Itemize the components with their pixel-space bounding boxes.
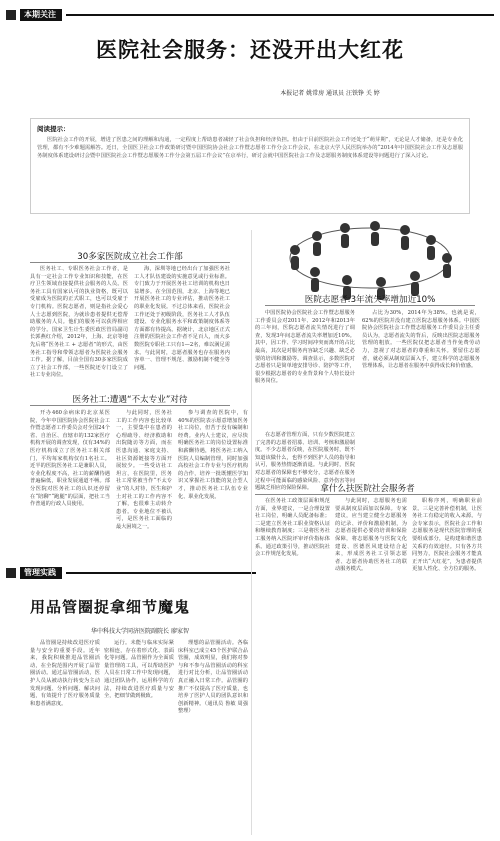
section3-col1 [255, 310, 355, 430]
bottom-col1-text: 品管圈是持续改进医疗质量与安全的重要手段。近年来，我院积极推进品管圈活动，在全院范围内开展了品管圈活动。通过品管圈活动，医护人员从被动执行转变为主动发现问题、分析问题、解决问题，有效提升了医疗服务质量和患者满意度。 [30, 640, 100, 707]
section3-heading: 医院志愿者:3年流失率增加近10% [304, 295, 436, 305]
bottom-col3-text: 理想的品管圈活动。各临床科室已成立45个医护联合品管圈，成效明显，我们将对参与和不参与品管圈活动的科室进行对比分析，让品管圈活动真正融入日常工作。品管圈的推广不仅提高了医疗质量，也培养了医护人员的团队意识和创新精神。（通讯员 鲁敏 周强 整理） [178, 640, 248, 715]
section3-col1-text: 中国医院协会医院社会工作暨志愿服务工作委员会对2011年、2012年和2013年的三年间，医院志愿者流失情况进行了调查，发现3年间志愿者流失率增加近10%。其中，因工作、学习时间冲突而离开的占比最高，其次是对服务内容缺乏兴趣、缺乏必要的培训和激励等。调查显示，多数医院对志愿者只是简单地安排导诊、陪护等工作，很少根据志愿者的专业背景和个人特长设计服务岗位。 [255, 310, 355, 385]
section2-heading: 医务社工:遭遇“不太专业”对待 [72, 395, 188, 405]
section2-col3-text: 参与调查的医院中，有40%的医院表示愿意增加医务社工岗位，但苦于没有编制和经费。业内人士建议，应尽快明确医务社工的岗位设置标准和薪酬待遇，将医务社工纳入医院人员编制管理，同时加强高校社会工作专业与医疗机构的合作，培养一批既懂医学知识又掌握社工技能的复合型人才，推动医务社工队伍专业化、职业化发展。 [178, 410, 248, 500]
section3-col2 [255, 432, 355, 492]
section-rule [66, 14, 494, 16]
section3-rule [265, 305, 475, 306]
bottom-col2 [104, 640, 174, 835]
abstract-paragraph: 医院社会工作的开展，增进了医患之间的理解和沟通，一定程度上帮助患者减轻了社会负担和经济负担。但由于目前医院社会工作还处于“萌芽期”，无论是人才储备，还是专业化管理，都有不少难题需解答。近日，全国医卫社会工作政策研讨暨中国医院协会社会工作暨志愿者工作分会工作会议，在北京大学人民医院举办的“2014年中国医院社会工作及志愿服务制度体系建设研讨会暨中国医院社会工作暨志愿服务工作分会第五届工作会议”在京举行，研讨会就中国医院社会工作及志愿服务制度体系建设等问题进行了深入讨论。 [37, 137, 463, 159]
section4-col3 [412, 498, 482, 573]
bottom-section-rule [66, 572, 256, 574]
column-divider [251, 230, 252, 835]
square-bullet-icon [6, 568, 16, 578]
bottom-col1 [30, 640, 100, 835]
section1-col1-text: 医务社工、专职医务社会工作者，是具有一定社会工作专业知识和技能，在医疗卫生领域直接提供社会服务的人员。医务社工具有国家认可的执业资格，既可以受雇成为医院的正式职工，也可以受雇于专门机构。医院志愿者，则是指社会爱心人士志愿到医院，为就诊患者提供无偿帮助服务的人员。他们的服务可以获得相应的学分。国家卫生计生委医政医管局副司长郭燕红介绍，2012年，上海、北京等地先后将“医务社工 + 志愿者”的形式，由医务社工指导和带领志愿者为医院社会服务工作。据了解，目前全国有30多家医院成立了社会工作部，一些医院还专门设立了社工专业岗位。 [30, 266, 128, 379]
people-circle-illustration [255, 210, 485, 302]
abstract-title: 阅读提示： [37, 125, 70, 133]
abstract-text [37, 136, 463, 160]
abstract-box [30, 118, 470, 214]
section4-rule [255, 494, 480, 495]
section-tag-management [6, 566, 256, 580]
section3-col3 [362, 310, 480, 475]
people-figures [290, 221, 452, 300]
section2-col1 [30, 410, 110, 510]
section4-heading: 拿什么扶医院社会服务者 [320, 484, 415, 494]
section2-col2 [116, 410, 172, 530]
section-tag-focus [6, 8, 494, 22]
section4-col3-text: 职称序列，明确职业前景。三是完善补偿机制，让医务社工有稳定的收入来源。与会专家表示，医院社会工作和志愿服务是现代医院管理的重要组成部分，是构建和谐医患关系的有效途径。只有各方共同努力，医院社会服务才能真正开出“大红花”，为患者提供更加人性化、全方位的服务。 [412, 498, 482, 573]
section1-col1 [30, 266, 128, 386]
section4-col2-text: 与此同时，志愿服务也需要从制度层面加以保障。专家建议，应当建立健全志愿服务的记录、评价和激励机制，为志愿者提供必要的培训和保险保障，将志愿服务与医院文化建设、医德医风建设结合起来，形成医务社工引领志愿者、志愿者协助医务社工的联动服务模式。 [335, 498, 407, 573]
section-label: 本期关注 [20, 9, 62, 21]
section2-col1-text: 开办460余病床的北京某医院，今年中国医院协会医院社会工作暨志愿者工作委员会对全国24个省、自治区、直辖市的132家医疗机构开展的调查发现，仅有34%的医疗机构成立了医务社工相关部门，平均每家机构仅有1名社工。近半的医院医务社工是兼职人员，专业化程度不高，社工的薪酬待遇普遍偏低，职业发展通道不畅。部分医院对医务社工的认识还停留在“陪聊”“跑腿”的层面，把社工当作普通的行政人员使用。 [30, 410, 110, 508]
section2-col3 [178, 410, 248, 510]
section1-col2 [134, 266, 230, 386]
section2-col2-text: 与此同时，医务社工的工作内容也比较单一，主要集中在患者的心理疏导、经济救助和出院随访等方面，而在医患沟通、家庭支持、社区资源链接等方面开展较少。一些受访社工坦言，在医院里，医务社工常常被当作“不太专业”的人对待，医生和护士对社工的工作内容不了解，也很难主动转介患者。专业地位不被认可，是医务社工面临的最大困境之一。 [116, 410, 172, 530]
byline: 本报记者 姚常房 通讯员 汪铁铮 关 婷 [280, 90, 380, 97]
section4-col1-text: 在医务社工政策层面和规范方面，业界建议，一是合理设置社工岗位，明确人员配备标准；二是建立医务社工职业资格认证和继续教育制度；三是将医务社工服务纳入医院评审评价指标体系。通过政策引导，推动医院社会工作规范化发展。 [255, 498, 330, 558]
headline: 医院社会服务：还没开出大红花 [96, 38, 404, 62]
section3-col3-text: 占比为30%，2014年为38%。也就是说，62%的医院并没有建立医院志愿服务体系。中国医院协会医院社会工作暨志愿服务工作委员会主任委员认为，志愿者流失的背后，反映出医院志愿服务管理的粗放。一些医院仅把志愿者当作免费劳动力，忽视了对志愿者的尊重和关怀。要留住志愿者，就必须从制度层面入手，建立科学的志愿服务管理体系，让志愿者在服务中获得成长和价值感。 [362, 310, 480, 370]
bottom-col2-text: 运行。未能与临床实际紧密相连，存在着形式化、表面化等问题。品管圈作为全面质量管理的工具，可以帮助医护人员在日常工作中发现问题，通过团队协作，运用科学的方法，持续改进医疗质量与安全，把细节做到极致。 [104, 640, 174, 700]
bottom-headline: 用品管圈捉拿细节魔鬼 [30, 598, 191, 616]
section4-col2 [335, 498, 407, 573]
section1-heading: 30多家医院成立社会工作部 [77, 252, 183, 262]
section2-rule [30, 405, 230, 406]
section1-rule [30, 262, 230, 263]
section4-col1 [255, 498, 330, 558]
bottom-col3 [178, 640, 248, 835]
bottom-byline: 华中科技大学同济医院副院长 廖家智 [91, 628, 189, 635]
bottom-section-label: 管理实践 [20, 567, 62, 579]
section1-col2-text: 海，深圳等地已经出台了加强医务社工人才队伍建设的实施意见或行业标准。专门致力于开展医务社工培训的机构也日益增多。在全国范围，北京、上海等地已开展医务社工的专业评估，推动医务社工的职业化发展。不过总体来看，医院社会工作还处于初级阶段，医务社工人才队伍建设、专业化服务水平和政策制度体系等方面都有待提高。据统计，北京地区正式注册的医院社会工作者不足百人，而大多数医院专职社工只有1—2名，难以满足需求。与此同时，志愿者服务也存在服务内容单一、管理不规范、激励机制不健全等问题。 [134, 266, 230, 371]
square-bullet-icon [6, 10, 16, 20]
section3-col2-text: 在志愿者管理方面，只有少数医院建立了完善的志愿者招募、培训、考核和激励制度。不少志愿者反映，在医院服务时，既不知道该做什么，也得不到医护人员的指导和认可，服务热情逐渐消退。与此同时，医院对志愿者的保障也不够充分，志愿者在服务过程中可能面临的感染风险、意外伤害等问题缺乏相应的保险保障。 [255, 432, 355, 492]
